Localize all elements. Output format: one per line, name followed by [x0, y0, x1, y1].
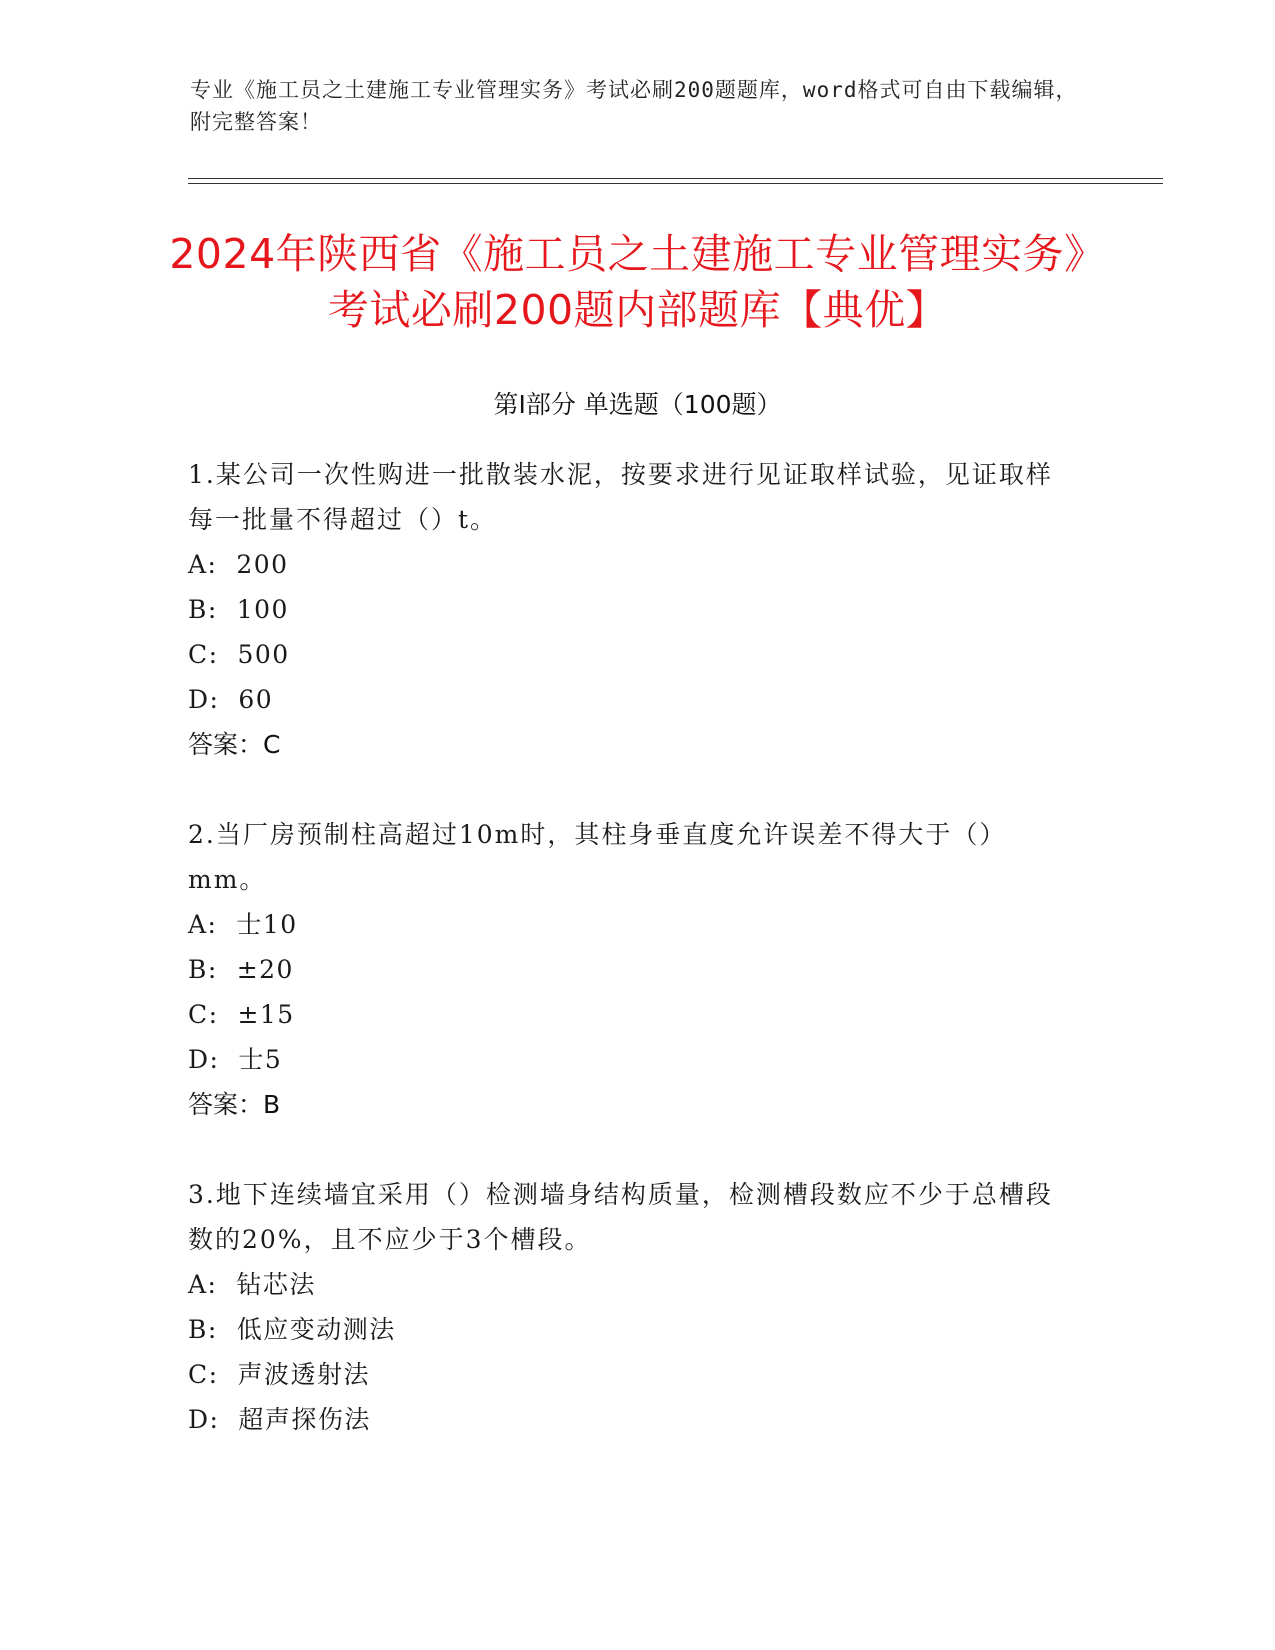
option-c: C: ±15 — [188, 1000, 295, 1029]
header-divider-top — [188, 178, 1163, 179]
option-d: D: 士5 — [188, 1045, 283, 1074]
option-c: C: 500 — [188, 640, 290, 669]
question-stem: 3.地下连续墙宜采用（）检测墙身结构质量，检测槽段数应不少于总槽段数的20%，且不应少于3个槽段。 — [188, 1180, 1053, 1254]
question-stem: 1.某公司一次性购进一批散装水泥，按要求进行见证取样试验，见证取样每一批量不得超过（）t。 — [188, 460, 1053, 534]
option-b: B: ±20 — [188, 955, 294, 984]
answer: 答案：B — [188, 1090, 281, 1119]
option-b: B: 低应变动测法 — [188, 1315, 396, 1344]
question-2 — [188, 812, 1068, 1127]
document-title: 2024年陕西省《施工员之土建施工专业管理实务》考试必刷200题内部题库【典优】 — [169, 230, 1106, 334]
header-divider-bottom — [188, 183, 1163, 184]
option-a: A: 士10 — [188, 910, 298, 939]
option-a: A: 200 — [188, 550, 289, 579]
answer: 答案：C — [188, 730, 281, 759]
option-b: B: 100 — [188, 595, 289, 624]
option-d: D: 超声探伤法 — [188, 1405, 371, 1434]
question-stem: 2.当厂房预制柱高超过10m时，其柱身垂直度允许误差不得大于（）mm。 — [188, 820, 1007, 894]
question-3 — [188, 1172, 1068, 1442]
question-1 — [188, 452, 1068, 767]
option-d: D: 60 — [188, 685, 274, 714]
option-c: C: 声波透射法 — [188, 1360, 370, 1389]
section-title: 第Ⅰ部分 单选题（100题） — [493, 390, 782, 419]
header-note: 专业《施工员之土建施工专业管理实务》考试必刷200题题库，word格式可自由下载编辑，附完整答案！ — [190, 78, 1078, 134]
option-a: A: 钻芯法 — [188, 1270, 316, 1299]
